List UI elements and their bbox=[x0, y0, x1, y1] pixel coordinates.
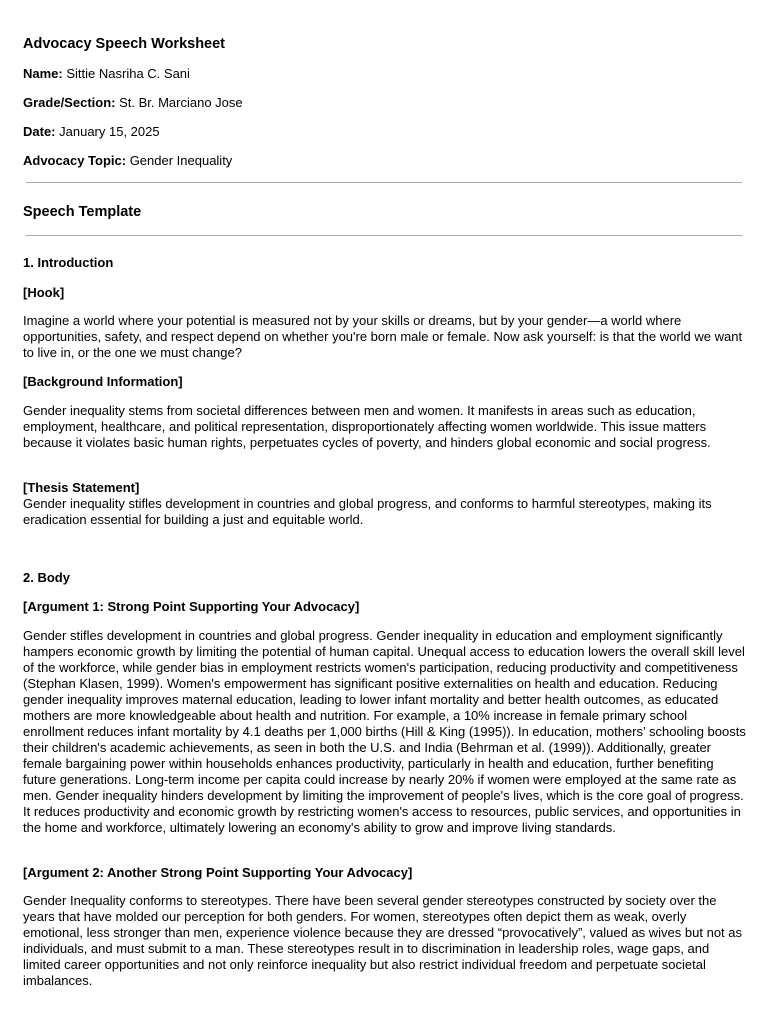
argument-2-label: [Argument 2: Another Strong Point Supporting Your Advocacy] bbox=[23, 865, 413, 880]
grade-section-field bbox=[23, 95, 746, 111]
thesis-statement-paragraph: Gender inequality stifles development in countries and global progress, and conforms to harmful stereotypes, making its eradication essential for building a just and equitable world. bbox=[23, 496, 712, 527]
date-field bbox=[23, 124, 746, 140]
hook-label: [Hook] bbox=[23, 285, 65, 300]
argument-1-paragraph: Gender stifles development in countries and global progress. Gender inequality in education and employment significantly hampers economic growth by limiting the potential of human capital. Unequal access to education lowers the overall skill level of the workforce, while gender bias in employment restricts women's participation, reducing productivity and competitiveness (Stephan Klasen, 1999). Women's empowerment has significant positive externalities on health and education. Reducing gender inequality improves maternal education, leading to lower infant mortality and better health outcomes, as educated mothers are more knowledgeable about health and nutrition. For example, a 10% increase in female primary school enrollment reduces infant mortality by 4.1 deaths per 1,000 births (Hill & King (1995)). In education, mothers’ schooling boosts their children's academic achievements, as seen in both the U.S. and India (Behrman et al. (1999)). Additionally, greater female bargaining power within households enhances productivity, particularly in health and education, further benefiting future generations. Long-term income per capita could increase by nearly 20% if women were employed at the same rate as men. Gender inequality hinders development by limiting the improvement of people's lives, which is the core goal of progress. It reduces productivity and economic growth by restricting women's access to resources, public services, and opportunities in the home and workforce, ultimately lowering an economy's ability to grow and improve living standards. bbox=[23, 628, 746, 835]
advocacy-topic-field bbox=[23, 153, 746, 169]
worksheet-title: Advocacy Speech Worksheet bbox=[23, 36, 226, 52]
date-value: January 15, 2025 bbox=[59, 124, 160, 139]
divider bbox=[26, 182, 742, 183]
introduction-heading: 1. Introduction bbox=[23, 255, 114, 270]
name-field bbox=[23, 66, 746, 82]
divider bbox=[26, 235, 742, 236]
name-label: Name: bbox=[23, 66, 63, 81]
date-label: Date: bbox=[23, 124, 56, 139]
argument-2-paragraph: Gender Inequality conforms to stereotypes. There have been several gender stereotypes constructed by society over the years that have molded our perception for both genders. For women, stereotypes often depict them as weak, overly emotional, less stronger than men, experience violence because they are dressed “provocatively”, valued as wives but not as individuals, and must submit to a man. These stereotypes result in to discrimination in leadership roles, wage gaps, and limited career opportunities and not only reinforce inequality but also restrict individual freedom and perpetuate societal imbalances. bbox=[23, 893, 742, 988]
advocacy-topic-label: Advocacy Topic: bbox=[23, 153, 127, 168]
speech-template-heading: Speech Template bbox=[23, 204, 142, 220]
thesis-statement-label: [Thesis Statement] bbox=[23, 480, 140, 495]
hook-paragraph: Imagine a world where your potential is measured not by your skills or dreams, but by your gender—a world where opportunities, safety, and respect depend on whether you're born male or female. Now ask yourself: is that the world we want to live in, or the one we must change? bbox=[23, 313, 743, 360]
grade-section-label: Grade/Section: bbox=[23, 95, 116, 110]
background-information-paragraph: Gender inequality stems from societal differences between men and women. It manifests in areas such as education, employment, healthcare, and political representation, disproportionately affecting women worldwide. This issue matters because it violates basic human rights, perpetuates cycles of poverty, and hinders global economic and social progress. bbox=[23, 403, 711, 450]
name-value: Sittie Nasriha C. Sani bbox=[66, 66, 190, 81]
background-information-label: [Background Information] bbox=[23, 374, 183, 389]
body-heading: 2. Body bbox=[23, 570, 70, 585]
grade-section-value: St. Br. Marciano Jose bbox=[119, 95, 243, 110]
advocacy-topic-value: Gender Inequality bbox=[129, 153, 233, 168]
argument-1-label: [Argument 1: Strong Point Supporting Your Advocacy] bbox=[23, 599, 360, 614]
